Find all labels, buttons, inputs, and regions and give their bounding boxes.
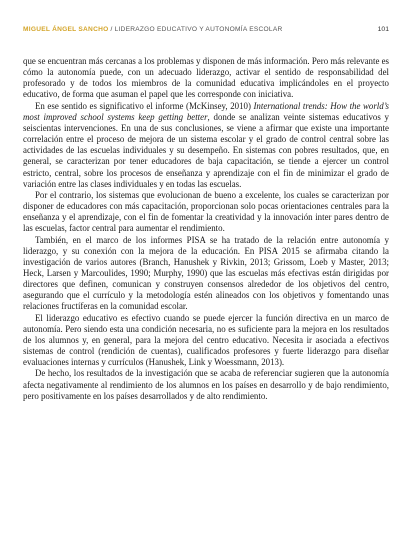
paragraph-4: También, en el marco de los informes PISA se ha tratado de la relación entre autonomía y liderazgo, y su conexión con la mejora de la educación. En PISA 2015 se afirmaba citando la investigación de varios autores (Branch, Hanushek y Rivkin, 2013; Grissom, Loeb y Master, 2013; Heck, Larsen y Marcoulides, 1990; Murphy, 1990) que las escuelas más efectivas están dirigidas por directores que definen, comunican y construyen consensos alrededor de los objetivos del centro, asegurando que el currículo y la metodología estén alineados con los objetivos y fomentando unas relaciones fructíferas en la comunidad escolar. (23, 234, 389, 312)
paragraph-6: De hecho, los resultados de la investigación que se acaba de referenciar sugieren que la autonomía afecta negativamente al rendimiento de los alumnos en los países en desarrollo y de bajo rendimiento, pero positivamente en los países desarrollados y de alto rendimiento. (23, 368, 389, 401)
running-header (23, 26, 389, 38)
header-book-title: LIDERAZGO EDUCATIVO Y AUTONOMÍA ESCOLAR (114, 26, 283, 33)
paragraph-2-rest: , donde se analizan veinte sistemas educativos y seiscientas intervenciones. En una de sus conclusiones, se viene a afirmar que existe una importante correlación entre el proceso de mejora de un sistema escolar y el grado de control central sobre las actividades de las escuelas individuales y su desempeño. En sistemas con pobres resultados, que, en general, se caracterizan por tener educadores de baja capacitación, se tiende a ejercer un control estricto, central, sobre los procesos de enseñanza y aprendizaje con el fin de minimizar el grado de variación entre las clases individuales y en todas las escuelas. (23, 111, 389, 189)
page-number: 101 (377, 26, 389, 33)
paragraph-2-lead: En ese sentido es significativo el informe (McKinsey, 2010) (35, 100, 254, 111)
report-title: International trends: How the world’s most improved school systems keep getting better (23, 100, 389, 122)
header-author: MIGUEL ÁNGEL SANCHO (23, 26, 109, 33)
body-text (23, 56, 389, 402)
paragraph-2 (23, 101, 389, 190)
paragraph-5: El liderazgo educativo es efectivo cuando se puede ejercer la función directiva en un marco de autonomía. Pero siendo esta una condición necesaria, no es suficiente para la mejora en los resultados de los alumnos y, en general, para la mejora del centro educativo. Necesita ir asociada a efectivos sistemas de control (rendición de cuentas), cualificados profesores y fuerte liderazgo para diseñar evaluaciones internas y currículos (Hanushek, Link y Woessmann, 2013). (23, 312, 389, 368)
paragraph-3: Por el contrario, los sistemas que evolucionan de bueno a excelente, los cuales se caracterizan por disponer de educadores con más capacitación, proporcionan solo pocas orientaciones centrales para la enseñanza y el aprendizaje, con el fin de fomentar la creatividad y la innovación inter pares dentro de las escuelas, factor central para aumentar el rendimiento. (23, 189, 389, 234)
paragraph-1: que se encuentran más cercanas a los problemas y disponen de más información. Pero más relevante es cómo la autonomía puede, con un adecuado liderazgo, activar el sentido de responsabilidad del profesorado y de todos los miembros de la comunidad educativa implicándoles en el proyecto educativo, de forma que asuman el papel que les corresponde con iniciativa. (23, 56, 389, 100)
header-separator: / (110, 26, 113, 33)
